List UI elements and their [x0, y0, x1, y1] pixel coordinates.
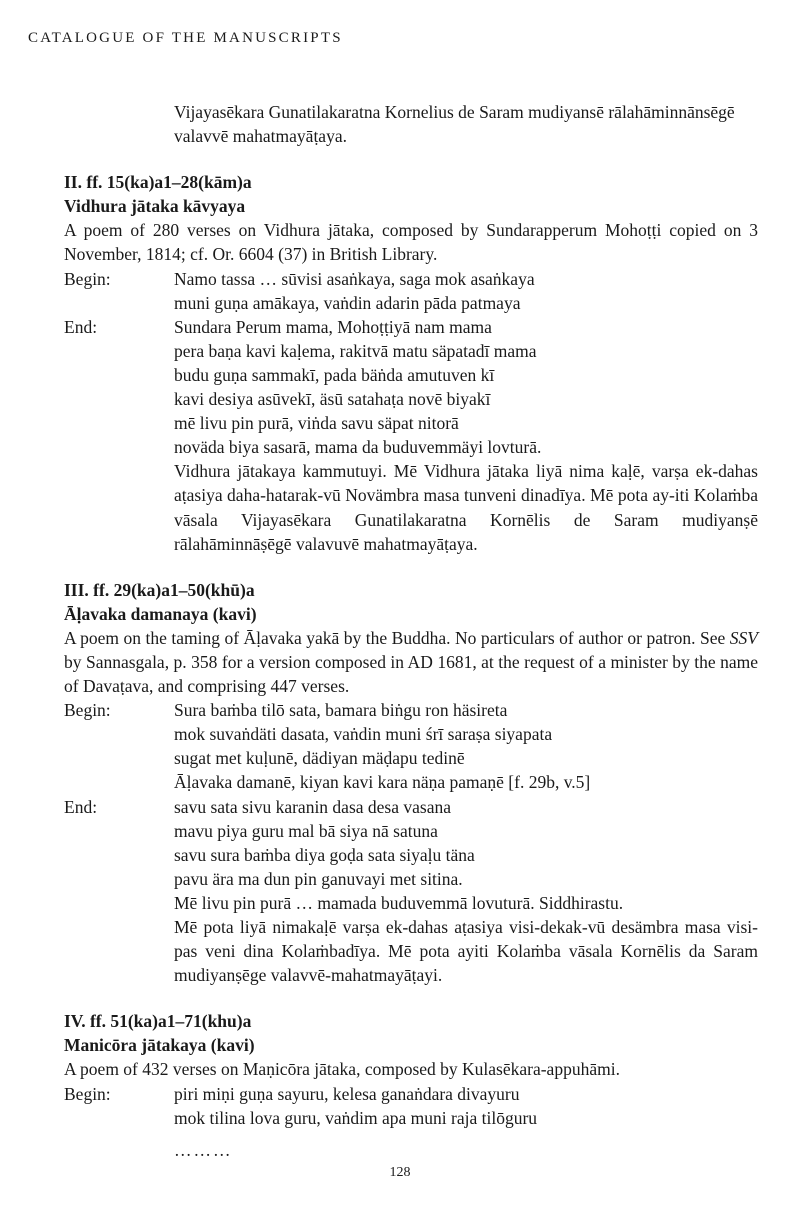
continuation-ellipsis: ………: [174, 1139, 233, 1160]
description-text: by Sannasgala, p. 358 for a version composed in AD 1681, at the request of a minister by the name of Davaṭava, and comprising 447 verses.: [64, 651, 758, 697]
section-ii: [64, 170, 758, 556]
section-description: [64, 626, 758, 698]
colophon: Vidhura jātakaya kammutuyi. Mē Vidhura jātaka liyā nima kaḷē, varṣa ek-dahas aṭasiya daha-hatarak-vū Novämbra masa tunveni dinadīya. Mē pota ay-iti Kolaṁba vāsala Vijayasēkara Gunatilakaratna Kornēlis de Saram mudiyanṣē rālahāminnāṣēgē valavuvē mahatmayāṭaya.: [174, 461, 758, 554]
section-iv: [64, 1009, 758, 1162]
section-title: Vidhura jātaka kāvyaya: [64, 196, 246, 217]
section-heading: IV. ff. 51(ka)a1–71(khu)a: [64, 1011, 252, 1032]
end-label: End:: [64, 316, 98, 337]
begin-row: [64, 267, 758, 315]
begin-label: Begin:: [64, 268, 111, 289]
verse-line: Sundara Perum mama, Mohoṭṭiyā nam mama: [174, 316, 492, 337]
begin-label: Begin:: [64, 700, 111, 721]
intro-block: [64, 100, 758, 148]
intro-line: Vijayasēkara Gunatilakaratna Kornelius de Saram mudiyansē rālahāminnānsēgē: [174, 102, 735, 122]
colophon: Mē pota liyā nimakaḷē varṣa ek-dahas aṭasiya visi-dekak-vū desämbra masa visi-pas veni dina Kolaṁbadīya. Mē pota ayiti Kolaṁba vāsala Kornēlis da Saram mudiyanṣēge valavvē-mahatmayāṭayi.: [174, 917, 758, 986]
begin-row: [64, 698, 758, 794]
page-body: [64, 100, 758, 1162]
section-iii: [64, 578, 758, 988]
section-heading: III. ff. 29(ka)a1–50(khū)a: [64, 579, 255, 600]
running-head: CATALOGUE OF THE MANUSCRIPTS: [28, 30, 343, 46]
section-description: A poem of 280 verses on Vidhura jātaka, composed by Sundarapperum Mohoṭṭi copied on 3 November, 1814; cf. Or. 6604 (37) in British Library.: [64, 220, 758, 265]
end-row: [64, 795, 758, 988]
verse-line: mavu piya guru mal bā siya nā satuna: [174, 820, 438, 841]
description-text: A poem on the taming of Āḷavaka yakā by the Buddha. No particulars of author or patron. See: [64, 627, 730, 648]
end-row: [64, 315, 758, 556]
verse-line: budu guṇa sammakī, pada bäṅda amutuven kī: [174, 364, 495, 385]
section-heading: II. ff. 15(ka)a1–28(kām)a: [64, 172, 252, 193]
page-number: 128: [389, 1165, 411, 1180]
verse-line: pera baṇa kavi kaḷema, rakitvā matu säpatadī mama: [174, 340, 537, 361]
verse-line: kavi desiya asūvekī, äsū satahaṭa novē biyakī: [174, 389, 491, 410]
verse-line: Āḷavaka damanē, kiyan kavi kara näṇa pamaṇē [f. 29b, v.5]: [174, 772, 591, 793]
verse-line: savu sata sivu karanin dasa desa vasana: [174, 796, 451, 817]
verse-line: savu sura baṁba diya goḍa sata siyaḷu täna: [174, 844, 475, 865]
verse-line: pavu ära ma dun pin ganuvayi met sitina.: [174, 868, 463, 889]
verse-line: mok suvaṅdäti dasata, vaṅdin muni śrī saraṣa siyapata: [174, 724, 553, 745]
begin-row: [64, 1082, 758, 1130]
intro-line: valavvē mahatmayāṭaya.: [174, 126, 347, 147]
section-title: Āḷavaka damanaya (kavi): [64, 603, 257, 624]
verse-line: mok tilina lova guru, vaṅdim apa muni raja tilōguru: [174, 1107, 538, 1128]
end-label: End:: [64, 796, 98, 817]
verse-line: Mē livu pin purā … mamada buduvemmā lovuturā. Siddhirastu.: [174, 892, 624, 913]
verse-line: sugat met kuḷunē, dädiyan mäḍapu tedinē: [174, 748, 465, 769]
verse-line: Namo tassa … sūvisi asaṅkaya, saga mok asaṅkaya: [174, 268, 535, 289]
verse-line: mē livu pin purā, viṅda savu säpat nitorā: [174, 413, 459, 434]
reference-abbreviation: SSV: [729, 627, 758, 648]
verse-line: noväda biya sasarā, mama da buduvemmäyi lovturā.: [174, 437, 542, 458]
verse-line: piri miṇi guṇa sayuru, kelesa ganaṅdara divayuru: [174, 1083, 520, 1104]
section-description: A poem of 432 verses on Maṇicōra jātaka, composed by Kulasēkara-appuhāmi.: [64, 1059, 620, 1080]
begin-label: Begin:: [64, 1083, 111, 1104]
verse-line: Sura baṁba tilō sata, bamara biṅgu ron häsireta: [174, 700, 508, 721]
section-title: Manicōra jātakaya (kavi): [64, 1035, 255, 1056]
verse-line: muni guṇa amākaya, vaṅdin adarin pāda patmaya: [174, 292, 521, 313]
